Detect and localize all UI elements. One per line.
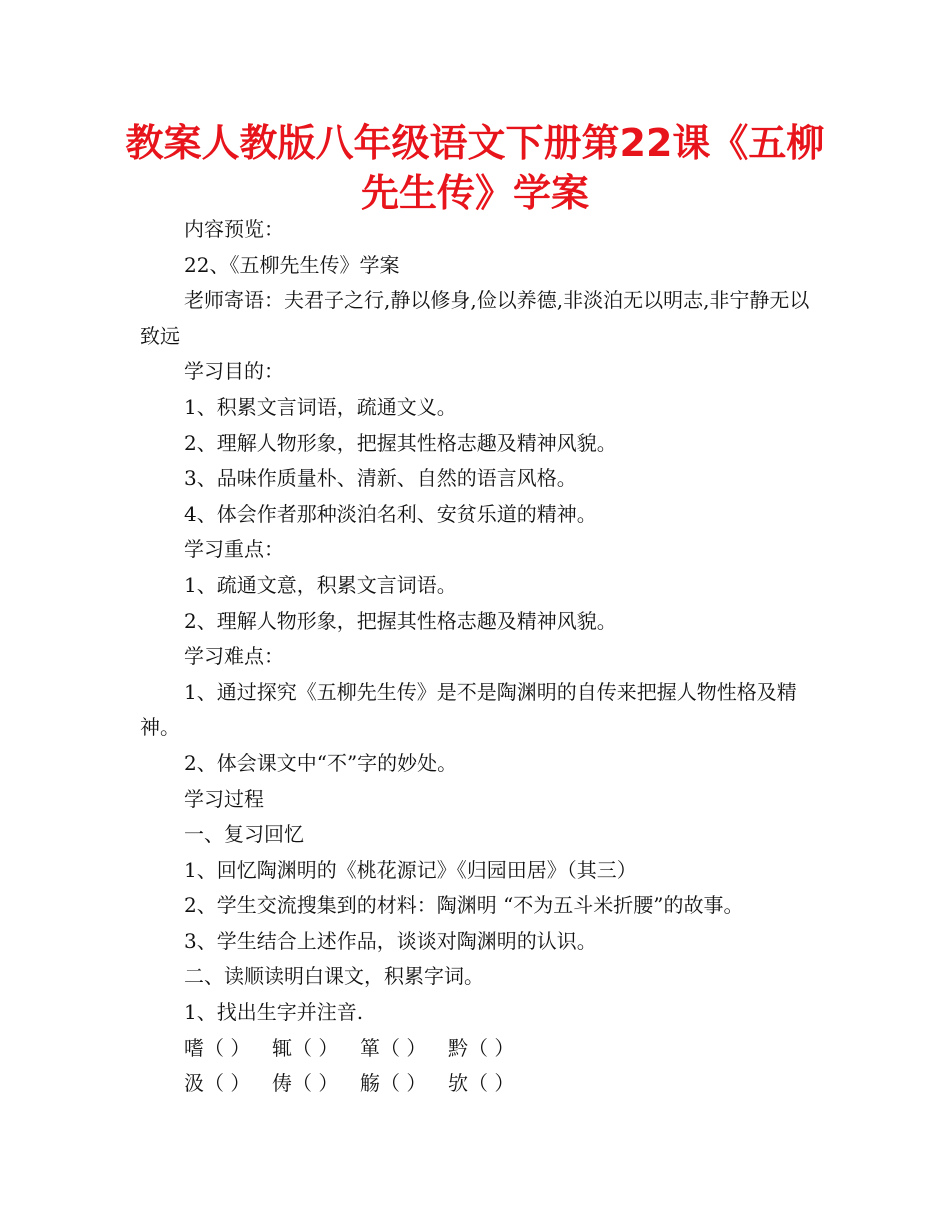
section-difficulties: 学习难点： xyxy=(184,644,284,669)
section-process: 学习过程 xyxy=(184,786,264,811)
pinyin-blank: 欤（ ） xyxy=(448,1071,515,1096)
pinyin-blank: 箪（ ） xyxy=(360,1035,427,1060)
difficulty-item: 1、通过探究《五柳先生传》是不是陶渊明的自传来把握人物性格及精神。 xyxy=(140,679,797,740)
section-goals: 学习目的： xyxy=(184,359,284,384)
key-point-item: 1、疏通文意，积累文言词语。 xyxy=(184,572,457,597)
process-step-heading: 二、读顺读明白课文，积累字词。 xyxy=(184,964,484,989)
pinyin-blank: 俦（ ） xyxy=(272,1071,339,1096)
goal-item: 1、积累文言词语，疏通文义。 xyxy=(184,394,457,419)
goal-item: 3、品味作质量朴、清新、自然的语言风格。 xyxy=(184,466,577,491)
preview-label: 内容预览： xyxy=(184,217,284,241)
process-step-heading: 一、复习回忆 xyxy=(184,822,304,847)
process-item: 1、回忆陶渊明的《桃花源记》《归园田居》（其三） xyxy=(184,857,637,882)
goal-item: 4、体会作者那种淡泊名利、安贫乐道的精神。 xyxy=(184,501,597,526)
section-key-points: 学习重点： xyxy=(184,537,284,562)
difficulty-item: 2、体会课文中“不”字的妙处。 xyxy=(184,750,458,775)
lesson-heading: 22、《五柳先生传》学案 xyxy=(184,252,400,277)
document-title: 教案人教版八年级语文下册第22课《五柳先生传》学案 xyxy=(125,121,825,215)
goal-item: 2、理解人物形象，把握其性格志趣及精神风貌。 xyxy=(184,430,617,455)
teacher-message: 老师寄语：夫君子之行,静以修身,俭以养德,非淡泊无以明志,非宁静无以致远 xyxy=(140,288,810,348)
pinyin-row xyxy=(140,1031,820,1067)
process-item: 2、学生交流搜集到的材料：陶渊明 “不为五斗米折腰”的故事。 xyxy=(184,893,744,918)
key-point-item: 2、理解人物形象，把握其性格志趣及精神风貌。 xyxy=(184,608,617,633)
pinyin-row xyxy=(140,1066,820,1102)
pinyin-blank: 嗜（ ） xyxy=(184,1035,251,1060)
pinyin-blank: 觞（ ） xyxy=(360,1071,427,1096)
pinyin-blank: 黔（ ） xyxy=(448,1035,515,1060)
process-item: 1、找出生字并注音. xyxy=(184,1000,364,1025)
document-body xyxy=(140,212,820,1102)
pinyin-blank: 辄（ ） xyxy=(272,1035,339,1060)
pinyin-blank: 汲（ ） xyxy=(184,1071,251,1096)
process-item: 3、学生结合上述作品，谈谈对陶渊明的认识。 xyxy=(184,928,597,953)
